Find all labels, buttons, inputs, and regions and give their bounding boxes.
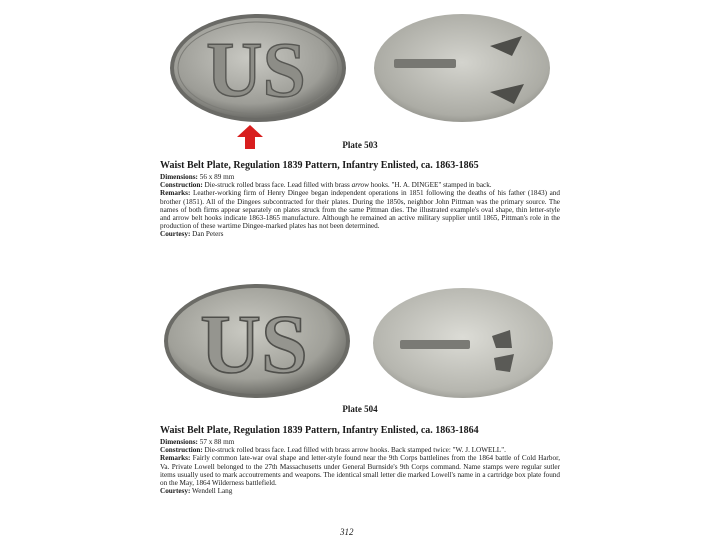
plate-503-construction: Construction: Die-struck rolled brass face. Lead filled with brass arrow hooks. "H. A. DINGEE" stamped in back. bbox=[160, 181, 492, 190]
plate-504-letters: US bbox=[200, 298, 308, 391]
plate-503-title: Waist Belt Plate, Regulation 1839 Pattern, Infantry Enlisted, ca. 1863-1865 bbox=[160, 160, 479, 171]
plate-504-title: Waist Belt Plate, Regulation 1839 Pattern, Infantry Enlisted, ca. 1863-1864 bbox=[160, 425, 479, 436]
plate-504-dimensions: Dimensions: 57 x 88 mm bbox=[160, 438, 235, 446]
plate-504-back-image bbox=[370, 286, 556, 400]
page-number: 312 bbox=[340, 527, 354, 537]
plate-503-remarks: Remarks: Leather-working firm of Henry Dingee began independent operations in 1851 following the deaths of his father (1843) and brother (1851). All of the Dingees subcontracted for their plates. During the 1850s, neighbor John Pittman was the primary source. The names of both firms appear separately on plates struck from the same Pittman dies. The illustrated example's oval shape, thin letter-style and arrow belt hooks indicate 1863-1865 manufacture. Although he remained an active military supplier until 1865, Pittman's role in the production of these wartime Dingee-marked plates has not been determined. bbox=[160, 189, 560, 231]
plate-503-courtesy: Courtesy: Dan Peters bbox=[160, 230, 224, 239]
plate-504-description bbox=[160, 425, 560, 495]
plate-503-dimensions: Dimensions: 56 x 89 mm bbox=[160, 173, 235, 181]
plate-503-front-image bbox=[168, 12, 348, 124]
plate-504-caption: Plate 504 bbox=[342, 404, 378, 414]
plate-504-remarks: Remarks: Fairly common late-war oval shape and letter-style found near the 9th Corps battlelines from the 1864 battle of Cold Harbor, Va. Private Lowell belonged to the 27th Massachusetts under General Burnside's 9th Corps command. Name stamps were regular sutler items usually used to mark accoutrements and weapons. The identical small letter die marked Lowell's name in a cartridge box plate found on the May, 1864 Wilderness battlefield. bbox=[160, 454, 561, 488]
plate-503-description bbox=[160, 160, 560, 239]
plate-504-front-image bbox=[162, 282, 352, 400]
red-arrow-marker bbox=[237, 125, 263, 149]
plate-503-caption: Plate 503 bbox=[342, 140, 378, 150]
plate-504-construction: Construction: Die-struck rolled brass face. Lead filled with brass arrow hooks. Back stamped twice: "W. J. LOWELL". bbox=[160, 446, 506, 455]
plate-504-courtesy: Courtesy: Wendell Lang bbox=[160, 487, 233, 496]
plate-503-back-image bbox=[372, 12, 552, 124]
plate-503-letters: US bbox=[206, 26, 306, 113]
